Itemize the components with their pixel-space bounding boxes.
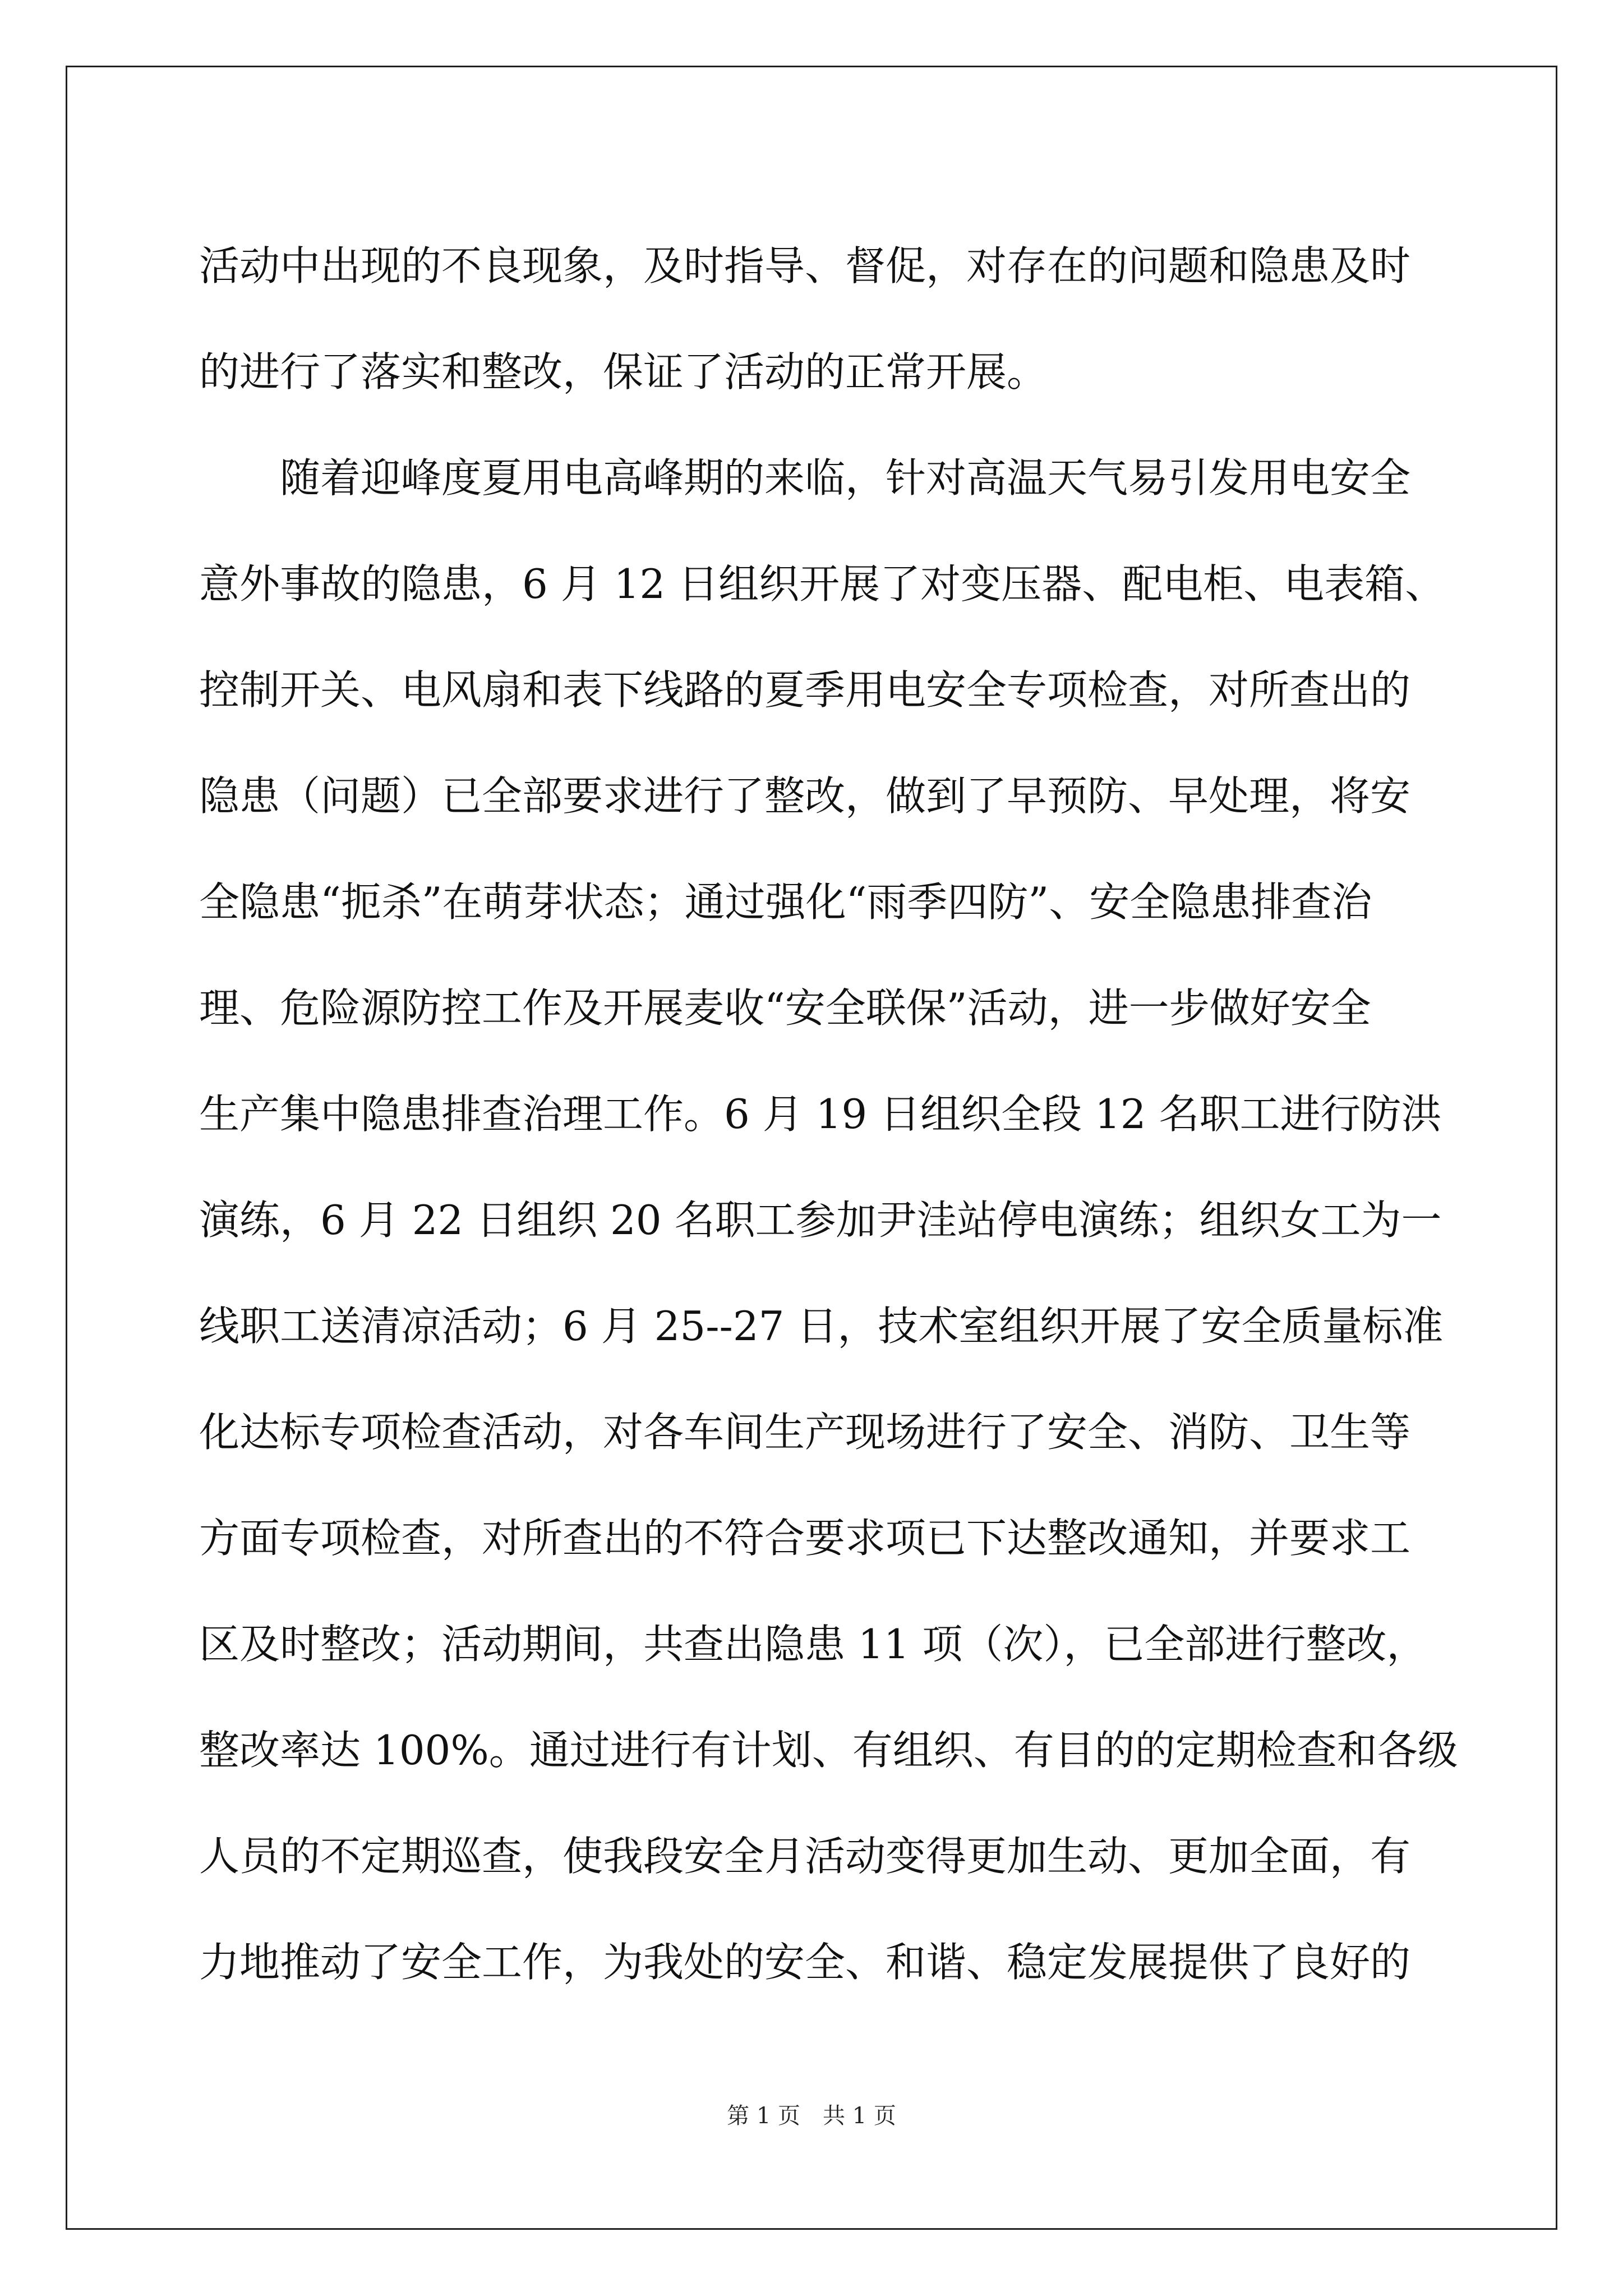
text-line: 全隐患“扼杀”在萌芽状态；通过强化“雨季四防”、安全隐患排查治 (199, 878, 1372, 926)
page-number-footer: 第 1 页 共 1 页 (727, 2103, 896, 2129)
text-line: 活动中出现的不良现象，及时指导、督促，对存在的问题和隐患及时 (199, 242, 1411, 289)
text-line: 线职工送清凉活动；6 月 25--27 日，技术室组织开展了安全质量标准 (199, 1303, 1444, 1350)
document-body (199, 213, 1467, 2016)
text-line: 控制开关、电风扇和表下线路的夏季用电安全专项检查，对所查出的 (199, 666, 1411, 714)
text-line: 隐患（问题）已全部要求进行了整改，做到了早预防、早处理，将安 (199, 772, 1411, 820)
text-line: 演练，6 月 22 日组织 20 名职工参加尹洼站停电演练；组织女工为一 (199, 1197, 1442, 1244)
text-line: 整改率达 100%。通过进行有计划、有组织、有目的的定期检查和各级 (199, 1727, 1458, 1774)
text-line: 力地推动了安全工作，为我处的安全、和谐、稳定发展提供了良好的 (199, 1939, 1411, 1986)
text-line: 意外事故的隐患，6 月 12 日组织开展了对变压器、配电柜、电表箱、 (199, 560, 1446, 608)
text-line: 的进行了落实和整改，保证了活动的正常开展。 (199, 348, 1048, 395)
text-line: 随着迎峰度夏用电高峰期的来临，针对高温天气易引发用电安全 (199, 454, 1411, 501)
text-line: 方面专项检查，对所查出的不符合要求项已下达整改通知，并要求工 (199, 1515, 1411, 1562)
text-line: 区及时整改；活动期间，共查出隐患 11 项（次），已全部进行整改， (199, 1621, 1427, 1668)
text-line: 生产集中隐患排查治理工作。6 月 19 日组织全段 12 名职工进行防洪 (199, 1091, 1442, 1138)
text-line: 人员的不定期巡查，使我段安全月活动变得更加生动、更加全面，有 (199, 1833, 1411, 1880)
text-line: 理、危险源防控工作及开展麦收“安全联保”活动，进一步做好安全 (199, 984, 1371, 1032)
text-line: 化达标专项检查活动，对各车间生产现场进行了安全、消防、卫生等 (199, 1409, 1411, 1456)
